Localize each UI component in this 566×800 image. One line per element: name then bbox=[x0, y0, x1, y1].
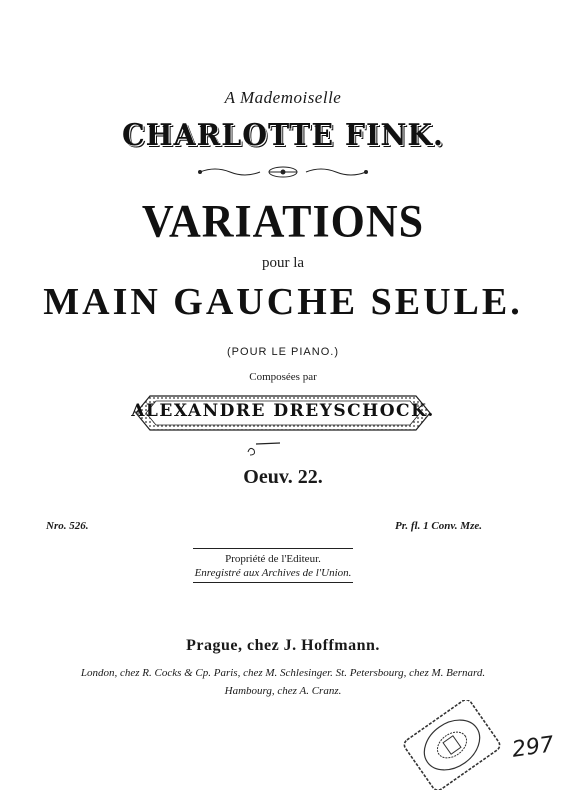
rule-bottom bbox=[193, 582, 353, 583]
plate-number: Nro. 526. bbox=[46, 520, 89, 532]
publisher: Prague, chez J. Hoffmann. bbox=[186, 637, 380, 654]
agents-line-2: Hambourg, chez A. Cranz. bbox=[224, 685, 342, 697]
handwritten-number: 297 bbox=[510, 732, 556, 763]
composer-name: ALEXANDRE DREYSCHOCK. bbox=[131, 401, 435, 421]
opus-number: Oeuv. 22. bbox=[243, 466, 323, 488]
price: Pr. fl. 1 Conv. Mze. bbox=[395, 520, 482, 532]
agents-line-1: London, chez R. Cocks & Cp. Paris, chez M. Schlesinger. St. Petersbourg, chez M. Bernard. bbox=[80, 667, 486, 679]
library-stamp bbox=[402, 700, 502, 790]
instrument: (POUR LE PIANO.) bbox=[227, 346, 339, 358]
title-main: VARIATIONS bbox=[141, 195, 425, 248]
title-sub: MAIN GAUCHE SEULE. bbox=[43, 281, 523, 323]
ornament-divider bbox=[0, 164, 566, 180]
property-box bbox=[193, 548, 353, 583]
rule-top bbox=[193, 548, 353, 549]
title-connector: pour la bbox=[261, 255, 305, 271]
property-line-2: Enregistré aux Archives de l'Union. bbox=[194, 567, 352, 579]
composer-banner bbox=[128, 392, 438, 434]
composed-by-label: Composées par bbox=[249, 371, 317, 383]
dedicatee-name: CHARLOTTE FINK. bbox=[122, 118, 444, 153]
flourish bbox=[240, 438, 320, 460]
property-line-1: Propriété de l'Editeur. bbox=[225, 553, 321, 565]
dedication: A Mademoiselle bbox=[224, 88, 342, 107]
